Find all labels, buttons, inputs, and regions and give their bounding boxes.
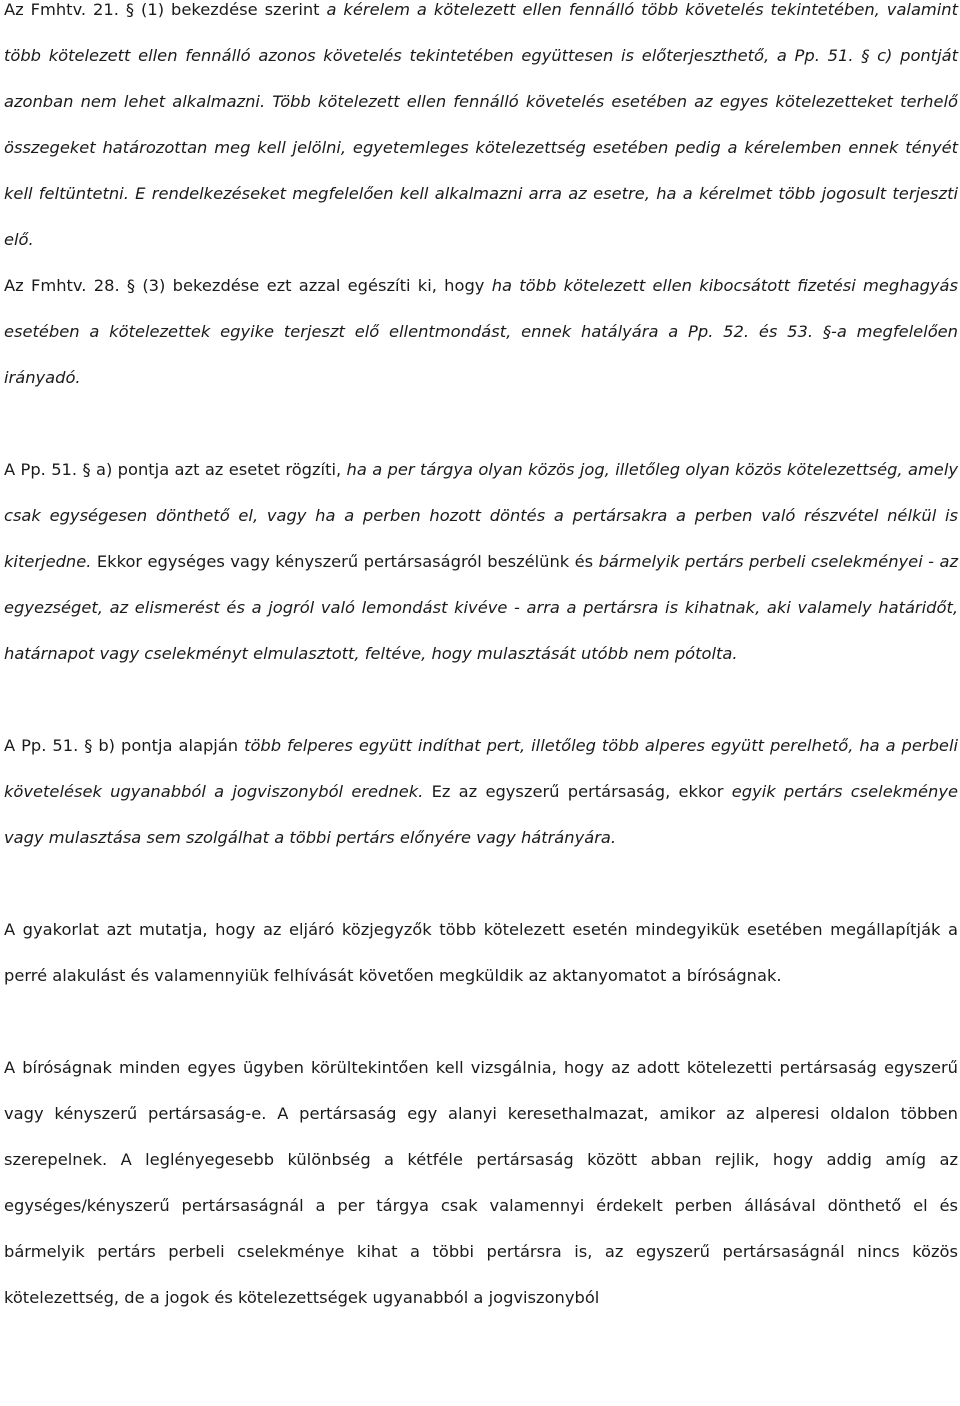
paragraph-pp-51-a: [4, 447, 958, 677]
text-run: A Pp. 51. § a) pontja azt az esetet rögzíti,: [4, 460, 347, 479]
text-run-italic: ha a per tárgya olyan közös jog, illetőleg olyan közös kötelezettség, amely csak egységesen dönthető el, vagy ha a perben hozott döntés a pertársakra a perben való részvétel nélkül is kiterjedne.: [4, 460, 958, 571]
text-run: A Pp. 51. § b) pontja alapján: [4, 736, 245, 755]
paragraph-gap: [4, 861, 958, 907]
text-run-italic: ha több kötelezett ellen kibocsátott fizetési meghagyás esetében a kötelezettek egyike terjeszt elő ellentmondást, ennek hatályára a Pp. 52. és 53. §-a megfelelően irányadó.: [4, 276, 958, 387]
text-run-italic: több felperes együtt indíthat pert, illetőleg több alperes együtt perelhető, ha a perbeli követelések ugyanabból a jogviszonyból erednek.: [4, 736, 958, 801]
text-run-italic: bármelyik pertárs perbeli cselekményei - az egyezséget, az elismerést és a jogról való lemondást kivéve - arra a pertársra is kihatnak, aki valamely határidőt, határnapot vagy cselekményt elmulasztott, feltéve, hogy mulasztását utóbb nem pótolta.: [4, 552, 958, 663]
paragraph-fmhtv-21: [4, 0, 958, 263]
paragraph-fmhtv-28: [4, 263, 958, 401]
text-run: Ekkor egységes vagy kényszerű pertársaságról beszélünk és: [91, 552, 599, 571]
document-page: [4, 0, 958, 1321]
text-run: A gyakorlat azt mutatja, hogy az eljáró közjegyzők több kötelezett esetén mindegyikük esetében megállapítják a perré alakulást és valamennyiük felhívását követően megküldik az aktanyomatot a bíróságnak.: [4, 920, 958, 985]
paragraph-gap: [4, 999, 958, 1045]
paragraph-gap: [4, 677, 958, 723]
paragraph-gap: [4, 401, 958, 447]
text-run: A bíróságnak minden egyes ügyben körültekintően kell vizsgálnia, hogy az adott kötelezetti pertársaság egyszerű vagy kényszerű pertársaság-e. A pertársaság egy alanyi keresethalmazat, amikor az alperesi oldalon többen szerepelnek. A leglényegesebb különbség a kétféle pertársaság között abban rejlik, hogy addig amíg az egységes/kényszerű pertársaságnál a per tárgya csak valamennyi érdekelt perben állásával dönthető el és bármelyik pertárs perbeli cselekménye kihat a többi pertársra is, az egyszerű pertársaságnál nincs közös kötelezettség, de a jogok és kötelezettségek ugyanabból a jogviszonyból: [4, 1058, 958, 1307]
text-run-italic: a kérelem a kötelezett ellen fennálló több követelés tekintetében, valamint több kötelezett ellen fennálló azonos követelés tekintetében együttesen is előterjeszthető, a Pp. 51. § c) pontját azonban nem lehet alkalmazni. Több kötelezett ellen fennálló követelés esetében az egyes kötelezetteket terhelő összegeket határozottan meg kell jelölni, egyetemleges kötelezettség esetében pedig a kérelemben ennek tényét kell feltüntetni. E rendelkezéseket megfelelően kell alkalmazni arra az esetre, ha a kérelmet több jogosult terjeszti elő.: [4, 0, 959, 249]
text-run: Ez az egyszerű pertársaság, ekkor: [423, 782, 732, 801]
paragraph-gyakorlat: [4, 907, 958, 999]
paragraph-pp-51-b: [4, 723, 958, 861]
paragraph-birosag: [4, 1045, 958, 1321]
text-run: Az Fmhtv. 28. § (3) bekezdése ezt azzal egészíti ki, hogy: [4, 276, 492, 295]
text-run: Az Fmhtv. 21. § (1) bekezdése szerint: [4, 0, 327, 19]
text-run-italic: egyik pertárs cselekménye vagy mulasztása sem szolgálhat a többi pertárs előnyére vagy hátrányára.: [4, 782, 959, 847]
